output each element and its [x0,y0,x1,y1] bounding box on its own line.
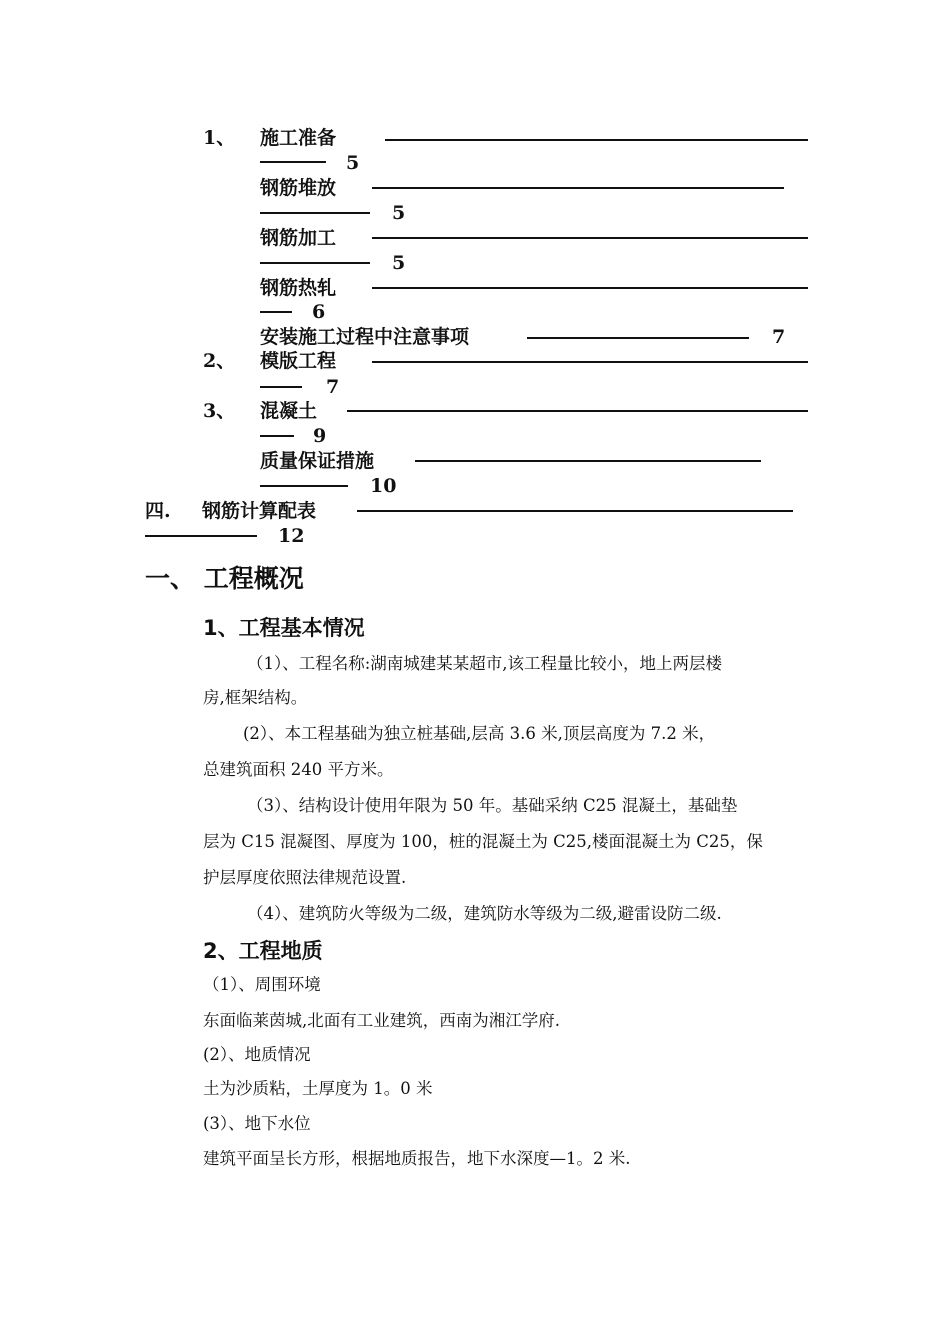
toc-label[interactable]: 钢筋计算配表 [202,500,317,522]
paragraph-line: 层为 C15 混凝图、厚度为 100，桩的混凝土为 C25,楼面混凝土为 C25，保 [203,832,763,851]
toc-page-number: 7 [772,326,786,348]
toc-page-number: 5 [346,152,360,174]
toc-label[interactable]: 施工准备 [260,127,337,149]
toc-leader [372,287,808,289]
toc-leader [372,361,808,363]
toc-leader [260,311,292,313]
toc-number: 2、 [203,350,236,372]
toc-page-number: 5 [392,252,406,274]
toc-page-number: 10 [370,475,397,497]
toc-leader [357,510,793,512]
toc-leader [260,212,370,214]
paragraph-line: 东面临莱茵城,北面有工业建筑，西南为湘江学府. [203,1011,560,1030]
toc-label[interactable]: 钢筋热轧 [260,277,337,299]
toc-leader [372,237,808,239]
toc-leader [260,485,348,487]
toc-label[interactable]: 钢筋堆放 [260,177,337,199]
paragraph-line: 建筑平面呈长方形，根据地质报告，地下水深度—1。2 米. [203,1149,631,1168]
toc-leader [415,460,761,462]
paragraph-line: 房,框架结构。 [203,688,308,707]
section-heading: 一、 工程概况 [145,564,304,593]
paragraph-line: 总建筑面积 240 平方米。 [203,760,394,779]
subsection-heading: 1、工程基本情况 [203,616,365,640]
toc-page-number: 7 [326,376,340,398]
toc-leader [372,187,784,189]
paragraph-line: 护层厚度依照法律规范设置. [203,868,407,887]
toc-label[interactable]: 混凝土 [260,400,318,422]
subsection-heading: 2、工程地质 [203,939,323,963]
paragraph-line: 土为沙质粘，土厚度为 1。0 米 [203,1079,433,1098]
toc-leader [145,535,257,537]
paragraph-line: (2）、地质情况 [203,1045,311,1064]
toc-label[interactable]: 模版工程 [260,350,337,372]
toc-number: 四. [145,500,171,522]
toc-leader [385,139,808,141]
toc-leader [260,161,326,163]
paragraph-line: （1）、工程名称:湖南城建某某超市,该工程量比较小，地上两层楼 [247,654,723,673]
toc-number: 1、 [203,127,236,149]
toc-page-number: 6 [312,301,326,323]
paragraph-line: （4）、建筑防火等级为二级，建筑防水等级为二级,避雷设防二级. [247,904,722,923]
paragraph-line: （1）、周围环境 [203,975,321,994]
toc-label[interactable]: 钢筋加工 [260,227,337,249]
toc-leader [347,410,808,412]
toc-page-number: 12 [278,525,305,547]
paragraph-line: (2）、本工程基础为独立桩基础,层高 3.6 米,顶层高度为 7.2 米， [243,724,716,743]
toc-label[interactable]: 质量保证措施 [260,450,375,472]
paragraph-line: (3）、地下水位 [203,1114,311,1133]
toc-page-number: 5 [392,202,406,224]
toc-leader [260,435,294,437]
toc-leader [260,386,302,388]
toc-label[interactable]: 安装施工过程中注意事项 [260,326,470,348]
toc-leader [260,262,370,264]
toc-number: 3、 [203,400,236,422]
toc-page-number: 9 [313,425,327,447]
toc-leader [527,337,749,339]
paragraph-line: （3）、结构设计使用年限为 50 年。基础采纳 C25 混凝土，基础垫 [247,796,738,815]
